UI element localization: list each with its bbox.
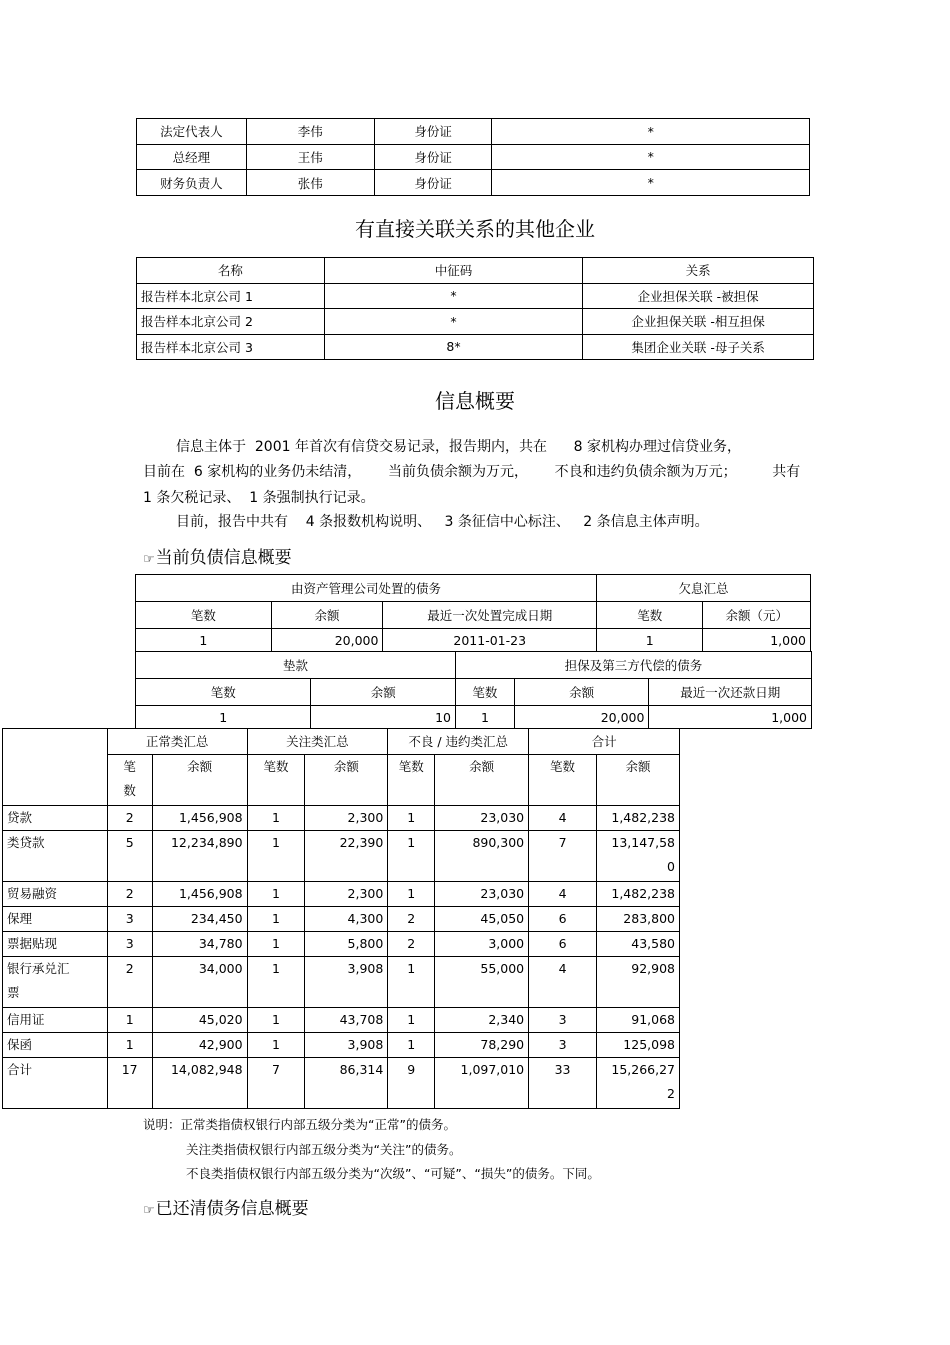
- note-line-3: 不良类指债权银行内部五级分类为“次级”、“可疑”、“损失”的债务。下同。: [186, 1166, 600, 1181]
- amount-cell: 91,068: [596, 1008, 679, 1033]
- count-cell: 1: [247, 831, 305, 882]
- company-relation: 集团企业关联 -母子关系: [583, 334, 814, 360]
- pointing-hand-icon: ☞: [143, 1203, 155, 1218]
- id-no-cell: *: [492, 170, 810, 196]
- company-code: 8*: [324, 334, 583, 360]
- col-amount: 余额: [271, 602, 383, 629]
- count-cell: 2: [388, 932, 435, 957]
- table-row: [3, 1058, 680, 1109]
- amount-cell: 55,000: [435, 957, 529, 1008]
- count-cell: 4: [529, 882, 597, 907]
- amount-cell: 14,082,948: [152, 1058, 247, 1109]
- overdue-interest-header: 欠息汇总: [597, 575, 811, 602]
- amount-cell: 890,300: [435, 831, 529, 882]
- col-amount: 余额（元）: [703, 602, 811, 629]
- id-type-cell: 身份证: [374, 144, 492, 170]
- amount-label: 余额: [152, 755, 247, 806]
- table-row: [3, 882, 680, 907]
- related-title: 有直接关联关系的其他企业: [355, 217, 595, 241]
- count-cell: 4: [529, 957, 597, 1008]
- col-count: 笔数: [136, 679, 311, 706]
- amount-cell: 234,450: [152, 907, 247, 932]
- table-row: [137, 283, 814, 309]
- amount-cell: 3,908: [305, 1033, 388, 1058]
- count-cell: 1: [388, 831, 435, 882]
- count-label: 笔数: [529, 755, 597, 806]
- summary-line-2: 目前在 6 家机构的业务仍未结清， 当前负债余额为万元， 不良和违约负债余额为万元； 共有: [143, 464, 801, 480]
- value-amount: 20,000: [514, 706, 649, 729]
- count-cell: 1: [247, 806, 305, 831]
- note-line-2: 关注类指债权银行内部五级分类为“关注”的债务。: [186, 1142, 462, 1157]
- id-no-cell: *: [492, 119, 810, 145]
- amount-cell: 1,097,010: [435, 1058, 529, 1109]
- amount-cell: 1,482,238: [596, 882, 679, 907]
- note-line-1: 说明：正常类指债权银行内部五级分类为“正常”的债务。: [143, 1117, 456, 1132]
- company-name: 报告样本北京公司 2: [137, 309, 325, 335]
- company-name: 报告样本北京公司 3: [137, 334, 325, 360]
- count-cell: 1: [388, 806, 435, 831]
- count-cell: 2: [388, 907, 435, 932]
- classified-debt-table: [2, 728, 680, 1109]
- count-cell: 1: [247, 1008, 305, 1033]
- amount-cell: 22,390: [305, 831, 388, 882]
- amount-cell: 34,780: [152, 932, 247, 957]
- count-cell: 3: [529, 1008, 597, 1033]
- amount-cell: 43,708: [305, 1008, 388, 1033]
- header-relation: 关系: [583, 258, 814, 284]
- amount-cell: 1,456,908: [152, 882, 247, 907]
- value-count: 1: [456, 706, 515, 729]
- amount-cell: 23,030: [435, 882, 529, 907]
- guarantee-table: [455, 651, 812, 729]
- table-header-row: [137, 258, 814, 284]
- count-cell: 1: [107, 1008, 152, 1033]
- count-cell: 33: [529, 1058, 597, 1109]
- row-label: 贷款: [3, 806, 108, 831]
- count-cell: 3: [107, 907, 152, 932]
- paid-debt-heading: [143, 1194, 309, 1219]
- count-cell: 9: [388, 1058, 435, 1109]
- value-amount: 1,000: [703, 629, 811, 652]
- persons-table: [136, 118, 810, 196]
- guarantee-header: 担保及第三方代偿的债务: [456, 652, 812, 679]
- value-count: 1: [136, 706, 311, 729]
- table-row: [137, 170, 810, 196]
- value-date: 2011-01-23: [383, 629, 597, 652]
- name-cell: 王伟: [246, 144, 374, 170]
- advances-table: [135, 651, 456, 729]
- amount-cell: 34,000: [152, 957, 247, 1008]
- amount-cell: 13,147,58 0: [596, 831, 679, 882]
- related-table: [136, 257, 814, 360]
- row-label: 贸易融资: [3, 882, 108, 907]
- current-debt-title: 当前负债信息概要: [155, 548, 292, 568]
- group-total: 合计: [529, 729, 680, 755]
- count-cell: 2: [107, 957, 152, 1008]
- overdue-interest-table: [596, 574, 811, 652]
- company-relation: 企业担保关联 -相互担保: [583, 309, 814, 335]
- table-row: [137, 144, 810, 170]
- advances-header: 垫款: [136, 652, 456, 679]
- count-cell: 6: [529, 932, 597, 957]
- group-normal: 正常类汇总: [107, 729, 247, 755]
- row-label: 信用证: [3, 1008, 108, 1033]
- amount-label: 余额: [435, 755, 529, 806]
- col-count: 笔数: [456, 679, 515, 706]
- role-cell: 法定代表人: [137, 119, 247, 145]
- classified-body: [3, 806, 680, 1109]
- amount-cell: 2,340: [435, 1008, 529, 1033]
- row-label: 保理: [3, 907, 108, 932]
- header-name: 名称: [137, 258, 325, 284]
- id-type-cell: 身份证: [374, 119, 492, 145]
- summary-line-3: 1 条欠税记录、 1 条强制执行记录。: [143, 490, 375, 506]
- table-row: [3, 1008, 680, 1033]
- count-cell: 17: [107, 1058, 152, 1109]
- pointing-hand-icon: ☞: [143, 552, 155, 567]
- amount-cell: 283,800: [596, 907, 679, 932]
- name-cell: 张伟: [246, 170, 374, 196]
- amount-cell: 45,020: [152, 1008, 247, 1033]
- paid-debt-title: 已还清债务信息概要: [155, 1199, 309, 1219]
- amount-cell: 23,030: [435, 806, 529, 831]
- amount-cell: 5,800: [305, 932, 388, 957]
- amount-cell: 1,456,908: [152, 806, 247, 831]
- table-row: [3, 806, 680, 831]
- table-row: [137, 334, 814, 360]
- row-label: 票据贴现: [3, 932, 108, 957]
- company-code: *: [324, 309, 583, 335]
- count-cell: 7: [529, 831, 597, 882]
- amount-cell: 78,290: [435, 1033, 529, 1058]
- amount-cell: 3,908: [305, 957, 388, 1008]
- count-cell: 1: [107, 1033, 152, 1058]
- col-date: 最近一次处置完成日期: [383, 602, 597, 629]
- amount-cell: 12,234,890: [152, 831, 247, 882]
- count-cell: 1: [247, 907, 305, 932]
- count-cell: 2: [107, 882, 152, 907]
- count-cell: 3: [107, 932, 152, 957]
- asset-mgmt-header: 由资产管理公司处置的债务: [136, 575, 597, 602]
- count-cell: 2: [107, 806, 152, 831]
- table-row: [3, 831, 680, 882]
- company-relation: 企业担保关联 -被担保: [583, 283, 814, 309]
- value-date: 1,000: [649, 706, 812, 729]
- count-cell: 3: [529, 1033, 597, 1058]
- company-code: *: [324, 283, 583, 309]
- role-cell: 财务负责人: [137, 170, 247, 196]
- amount-cell: 1,482,238: [596, 806, 679, 831]
- value-amount: 10: [311, 706, 456, 729]
- col-amount: 余额: [514, 679, 649, 706]
- row-label: 保函: [3, 1033, 108, 1058]
- company-name: 报告样本北京公司 1: [137, 283, 325, 309]
- amount-cell: 3,000: [435, 932, 529, 957]
- table-row: [3, 1033, 680, 1058]
- count-cell: 5: [107, 831, 152, 882]
- group-bad: 不良 / 违约类汇总: [388, 729, 529, 755]
- value-count: 1: [597, 629, 703, 652]
- count-cell: 1: [388, 1008, 435, 1033]
- count-cell: 1: [388, 882, 435, 907]
- id-no-cell: *: [492, 144, 810, 170]
- id-type-cell: 身份证: [374, 170, 492, 196]
- count-cell: 1: [388, 957, 435, 1008]
- amount-label: 余额: [596, 755, 679, 806]
- table-row: [3, 957, 680, 1008]
- count-cell: 1: [247, 957, 305, 1008]
- col-count: 笔数: [136, 602, 272, 629]
- name-cell: 李伟: [246, 119, 374, 145]
- amount-cell: 125,098: [596, 1033, 679, 1058]
- group-concern: 关注类汇总: [247, 729, 388, 755]
- row-label: 类贷款: [3, 831, 108, 882]
- count-label: 笔 数: [107, 755, 152, 806]
- count-label: 笔数: [388, 755, 435, 806]
- summary-line-4: 目前，报告中共有 4 条报数机构说明、 3 条征信中心标注、 2 条信息主体声明。: [176, 514, 709, 530]
- header-code: 中征码: [324, 258, 583, 284]
- amount-cell: 2,300: [305, 806, 388, 831]
- table-row: [3, 932, 680, 957]
- asset-mgmt-table: [135, 574, 597, 652]
- corner-cell: [3, 729, 108, 806]
- row-label: 银行承兑汇 票: [3, 957, 108, 1008]
- amount-cell: 92,908: [596, 957, 679, 1008]
- summary-title: 信息概要: [435, 389, 515, 413]
- value-amount: 20,000: [271, 629, 383, 652]
- row-label: 合计: [3, 1058, 108, 1109]
- amount-cell: 45,050: [435, 907, 529, 932]
- count-cell: 1: [247, 932, 305, 957]
- count-cell: 4: [529, 806, 597, 831]
- count-cell: 1: [247, 882, 305, 907]
- amount-cell: 2,300: [305, 882, 388, 907]
- count-cell: 6: [529, 907, 597, 932]
- current-debt-heading: [143, 543, 292, 568]
- role-cell: 总经理: [137, 144, 247, 170]
- amount-cell: 42,900: [152, 1033, 247, 1058]
- amount-cell: 86,314: [305, 1058, 388, 1109]
- table-row: [137, 119, 810, 145]
- amount-label: 余额: [305, 755, 388, 806]
- value-count: 1: [136, 629, 272, 652]
- col-count: 笔数: [597, 602, 703, 629]
- table-row: [3, 907, 680, 932]
- amount-cell: 15,266,27 2: [596, 1058, 679, 1109]
- count-cell: 1: [388, 1033, 435, 1058]
- amount-cell: 4,300: [305, 907, 388, 932]
- col-amount: 余额: [311, 679, 456, 706]
- table-row: [137, 309, 814, 335]
- count-cell: 7: [247, 1058, 305, 1109]
- amount-cell: 43,580: [596, 932, 679, 957]
- count-label: 笔数: [247, 755, 305, 806]
- summary-line-1: 信息主体于 2001 年首次有信贷交易记录，报告期内，共在 8 家机构办理过信贷业务，: [176, 439, 742, 455]
- col-date: 最近一次还款日期: [649, 679, 812, 706]
- count-cell: 1: [247, 1033, 305, 1058]
